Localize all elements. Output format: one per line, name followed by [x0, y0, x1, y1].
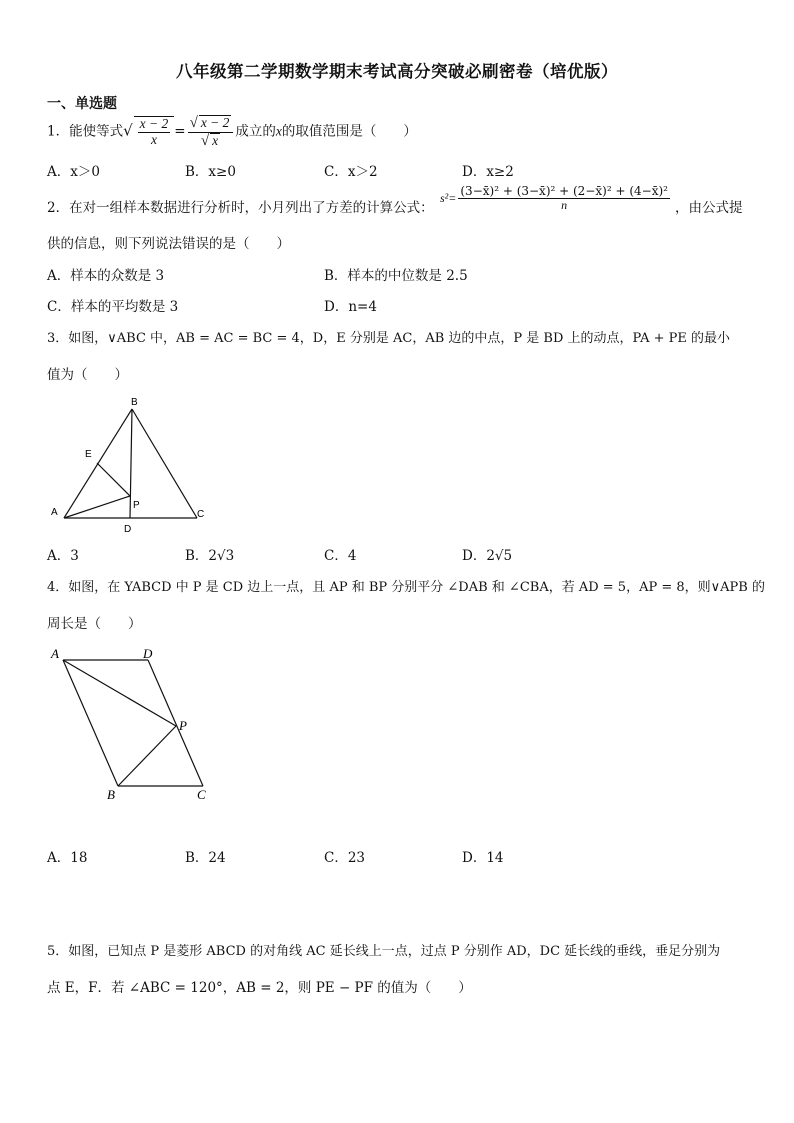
q2-line2: 供的信息，则下列说法错误的是（ ）: [47, 236, 290, 252]
label-c: C: [197, 787, 206, 802]
q2-formula-lhs: s²=: [440, 191, 457, 206]
q2-option-c: C．样本的平均数是 3: [47, 299, 179, 315]
label-e: E: [85, 449, 92, 460]
q2-formula-fraction: [458, 185, 670, 212]
q1-tail: 的取值范围是（ ）: [281, 123, 417, 140]
q1-pre: 能使等式: [69, 123, 124, 140]
q4-option-d: D．14: [462, 850, 504, 866]
q4-parallelogram-figure: [45, 642, 220, 807]
q1-rhs-num: x − 2: [200, 115, 230, 130]
q1-lhs-num: x − 2: [139, 115, 169, 131]
q2-option-d: D．n=4: [324, 299, 377, 315]
q2-option-b: B．样本的中位数是 2.5: [324, 268, 468, 284]
segment-ap: [63, 660, 176, 726]
sqrt-icon: √: [200, 132, 210, 149]
segment-bc: [132, 409, 197, 518]
q3-triangle-figure: [45, 395, 220, 535]
q2-option-a: A．样本的众数是 3: [47, 268, 165, 284]
q2-formula-num: (3−x̄)² + (3−x̄)² + (2−x̄)² + (4−x̄)²: [460, 184, 668, 198]
segment-ep: [97, 463, 130, 496]
q1-rhs-num-wrap: [188, 115, 234, 133]
segment-ab: [63, 660, 118, 786]
q1-option-d: D．x≥2: [462, 164, 514, 180]
q1-number: 1．: [47, 123, 70, 140]
sqrt-icon: √: [123, 121, 133, 140]
q1-lhs-den: x: [150, 131, 157, 147]
q3-option-a: A．3: [47, 548, 79, 564]
q5-line1: 5．如图，已知点 P 是菱形 ABCD 的对角线 AC 延长线上一点，过点 P 分别作 AD，DC 延长线的垂线，垂足分别为: [47, 944, 721, 959]
label-p: P: [133, 500, 140, 511]
q2-text-b: ，由公式提: [675, 200, 743, 216]
label-d: D: [143, 646, 153, 661]
question-1: [47, 115, 417, 149]
q2-formula: [440, 185, 672, 212]
q3-option-b: B．2√3: [185, 548, 235, 564]
q1-lhs-fraction: [138, 117, 171, 148]
label-c: C: [197, 509, 205, 520]
segment-bp: [118, 726, 176, 786]
label-d: D: [124, 524, 132, 535]
q2-formula-den: n: [561, 198, 568, 213]
q3-option-c: C．4: [324, 548, 357, 564]
q3-line2: 值为（ ）: [47, 367, 128, 383]
label-a: A: [51, 646, 59, 661]
label-p: P: [179, 718, 187, 733]
label-b: B: [131, 397, 138, 408]
q3-line1: 3．如图，∨ABC 中，AB = AC = BC = 4，D，E 分别是 AC，AB 边的中点，P 是 BD 上的动点，PA + PE 的最小: [47, 331, 730, 346]
q2-line1: [47, 196, 434, 216]
q4-line2: 周长是（ ）: [47, 616, 142, 632]
q1-option-b: B．x≥0: [185, 164, 236, 180]
q4-option-b: B．24: [185, 850, 226, 866]
q1-eq: =: [174, 123, 186, 140]
exam-title: 八年级第二学期数学期末考试高分突破必刷密卷（培优版）: [176, 62, 618, 81]
q4-option-c: C．23: [324, 850, 366, 866]
label-a: A: [51, 507, 58, 518]
sqrt-icon: √: [189, 115, 198, 131]
q1-rhs-den: x: [212, 132, 219, 148]
q4-option-a: A．18: [47, 850, 88, 866]
section-heading: 一、单选题: [47, 96, 117, 112]
q4-line1: 4．如图，在 YABCD 中 P 是 CD 边上一点，且 AP 和 BP 分别平分 ∠DAB 和 ∠CBA，若 AD = 5，AP = 8，则∨APB 的: [47, 580, 765, 595]
q2-text-a: 2．在对一组样本数据进行分析时，小月列出了方差的计算公式：: [47, 200, 434, 216]
label-b: B: [107, 787, 115, 802]
q1-rhs-fraction: [188, 115, 234, 149]
segment-bd: [130, 409, 132, 518]
q3-option-d: D．2√5: [462, 548, 513, 564]
segment-ap: [64, 496, 130, 518]
q5-line2: 点 E，F．若 ∠ABC = 120°，AB = 2，则 PE − PF 的值为（ ）: [47, 980, 472, 996]
q1-var: x: [275, 123, 282, 139]
q1-option-a: A．x＞0: [47, 164, 100, 180]
segment-dc: [148, 660, 203, 786]
q1-post: 成立的: [235, 123, 276, 140]
q1-option-c: C．x＞2: [324, 164, 378, 180]
q1-rhs-den-wrap: [199, 133, 222, 150]
